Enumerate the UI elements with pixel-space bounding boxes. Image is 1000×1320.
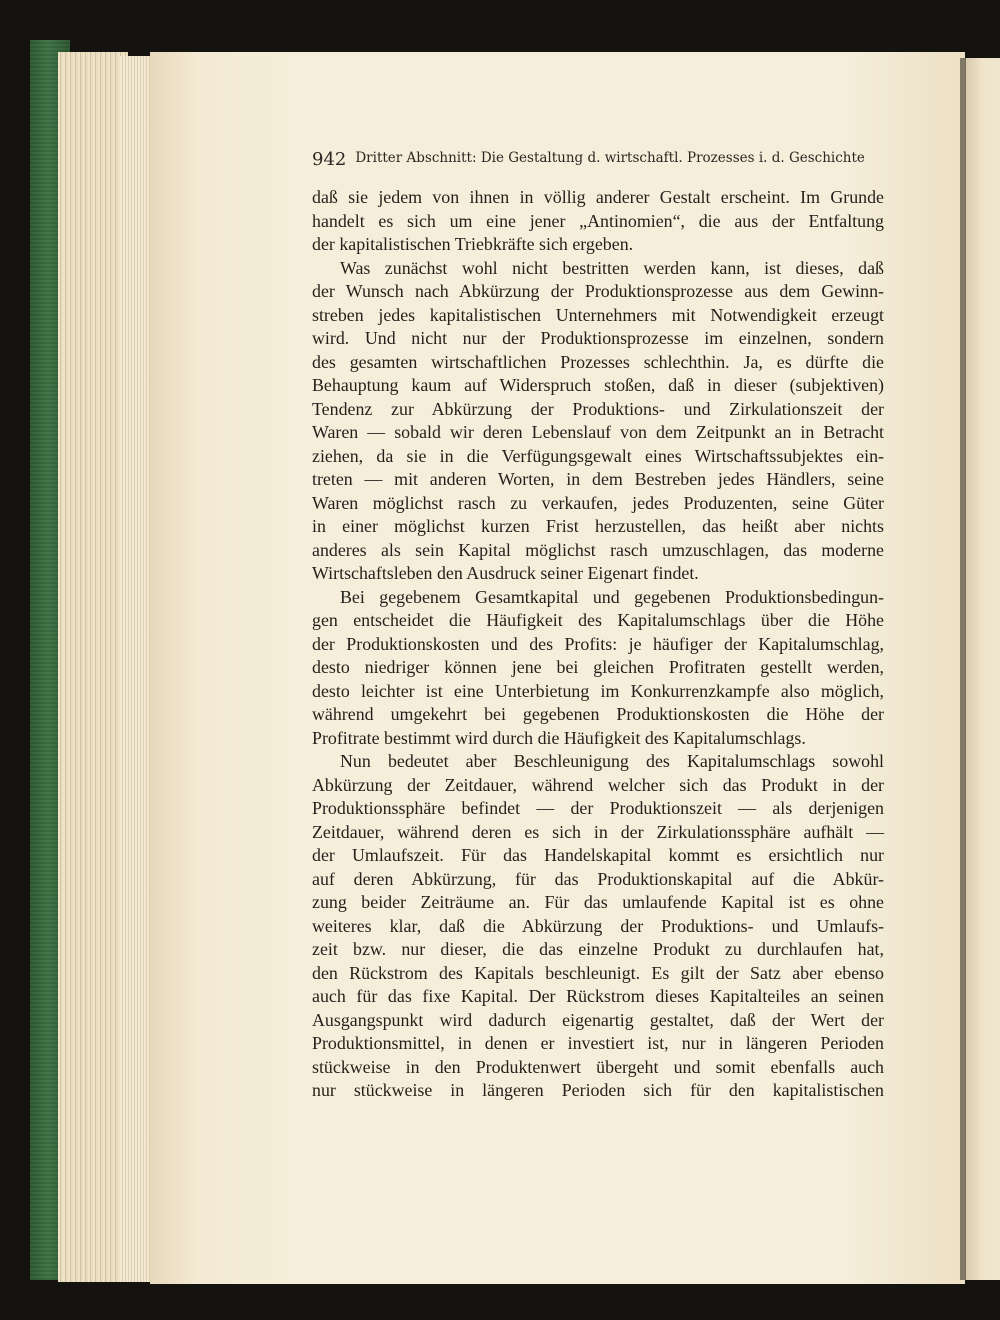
text-line: desto leichter ist eine Unterbietung im Konkurrenzkampfe also möglich,	[312, 680, 884, 701]
text-line: Was zunächst wohl nicht bestritten werden kann, ist dieses, daß	[340, 257, 884, 278]
text-line: Bei gegebenem Gesamtkapital und gegebenen Produktionsbedingun-	[340, 586, 884, 607]
text-line: in einer möglichst kurzen Frist herzustellen, das heißt aber nichts	[312, 516, 884, 536]
text-line: zung beider Zeiträume an. Für das umlaufende Kapital ist es ohne	[312, 892, 884, 912]
text-line: Profitrate bestimmt wird durch die Häufigkeit des Kapitalumschlags.	[312, 727, 806, 748]
text-line: wird. Und nicht nur der Produktionsprozesse im einzelnen, sondern	[312, 328, 884, 348]
text-line: desto niedriger können jene bei gleichen Profitraten gestellt werden,	[312, 657, 884, 677]
text-line: auf deren Abkürzung, für das Produktionskapital auf die Abkür-	[312, 868, 884, 889]
text-line: stückweise in den Produktenwert übergeht und somit ebenfalls auch	[312, 1056, 884, 1077]
text-line: Ausgangspunkt wird dadurch eigenartig gestaltet, daß der Wert der	[312, 1009, 884, 1030]
text-line: ziehen, da sie in die Verfügungsgewalt eines Wirtschaftssubjektes ein-	[312, 445, 884, 466]
page-gutter	[960, 58, 966, 1280]
text-line: daß sie jedem von ihnen in völlig anderer Gestalt erscheint. Im Grunde	[312, 187, 884, 207]
text-line: der kapitalistischen Triebkräfte sich ergeben.	[312, 234, 634, 254]
text-line: Tendenz zur Abkürzung der Produktions- und Zirkulationszeit der	[312, 398, 884, 419]
body-text	[312, 186, 884, 1103]
page-edges	[58, 52, 128, 1282]
text-line: treten — mit anderen Worten, in dem Bestreben jedes Händlers, seine	[312, 469, 884, 489]
running-head-title: Dritter Abschnitt: Die Gestaltung d. wirtschaftl. Prozesses i. d. Geschichte	[355, 150, 865, 166]
text-line: auch für das fixe Kapital. Der Rückstrom dieses Kapitalteiles an seinen	[312, 986, 884, 1006]
text-line: Waren — sobald wir deren Lebenslauf von dem Zeitpunkt an in Betracht	[312, 422, 884, 442]
page-number: 942	[312, 149, 347, 170]
text-line: Abkürzung der Zeitdauer, während welcher sich das Produkt in der	[312, 774, 884, 795]
text-line: der Umlaufszeit. Für das Handelskapital kommt es ersichtlich nur	[312, 845, 884, 865]
text-line: weiteres klar, daß die Abkürzung der Produktions- und Umlaufs-	[312, 915, 884, 936]
text-line: Produktionsmittel, in denen er investiert ist, nur in längeren Perioden	[312, 1033, 884, 1053]
text-line: Zeitdauer, während deren es sich in der Zirkulationssphäre aufhält —	[312, 821, 884, 842]
running-head	[312, 146, 884, 172]
text-line: nur stückweise in längeren Perioden sich für den kapitalistischen	[312, 1080, 884, 1100]
text-line: Produktionssphäre befindet — der Produktionszeit — als derjenigen	[312, 798, 884, 818]
text-line: während umgekehrt bei gegebenen Produktionskosten die Höhe der	[312, 704, 884, 724]
text-line: des gesamten wirtschaftlichen Prozesses schlechthin. Ja, es dürfte die	[312, 351, 884, 372]
text-line: handelt es sich um eine jener „Antinomien“, die aus der Entfaltung	[312, 210, 884, 231]
text-line: zeit bzw. nur dieser, die das einzelne Produkt zu durchlaufen hat,	[312, 939, 884, 959]
text-line: den Rückstrom des Kapitals beschleunigt. Es gilt der Satz aber ebenso	[312, 962, 884, 983]
text-line: streben jedes kapitalistischen Unternehmers mit Notwendigkeit erzeugt	[312, 304, 884, 325]
text-line: der Produktionskosten und des Profits: je häufiger der Kapitalumschlag,	[312, 633, 884, 654]
text-line: Wirtschaftsleben den Ausdruck seiner Eigenart findet.	[312, 563, 699, 583]
text-line: anderes als sein Kapital möglichst rasch umzuschlagen, das moderne	[312, 539, 884, 560]
text-line: der Wunsch nach Abkürzung der Produktionsprozesse aus dem Gewinn-	[312, 281, 884, 301]
text-line: Waren möglichst rasch zu verkaufen, jedes Produzenten, seine Güter	[312, 492, 884, 513]
text-line: Nun bedeutet aber Beschleunigung des Kapitalumschlags sowohl	[340, 751, 884, 771]
text-line: gen entscheidet die Häufigkeit des Kapitalumschlags über die Höhe	[312, 610, 884, 630]
text-line: Behauptung kaum auf Widerspruch stoßen, daß in dieser (subjektiven)	[312, 375, 884, 395]
